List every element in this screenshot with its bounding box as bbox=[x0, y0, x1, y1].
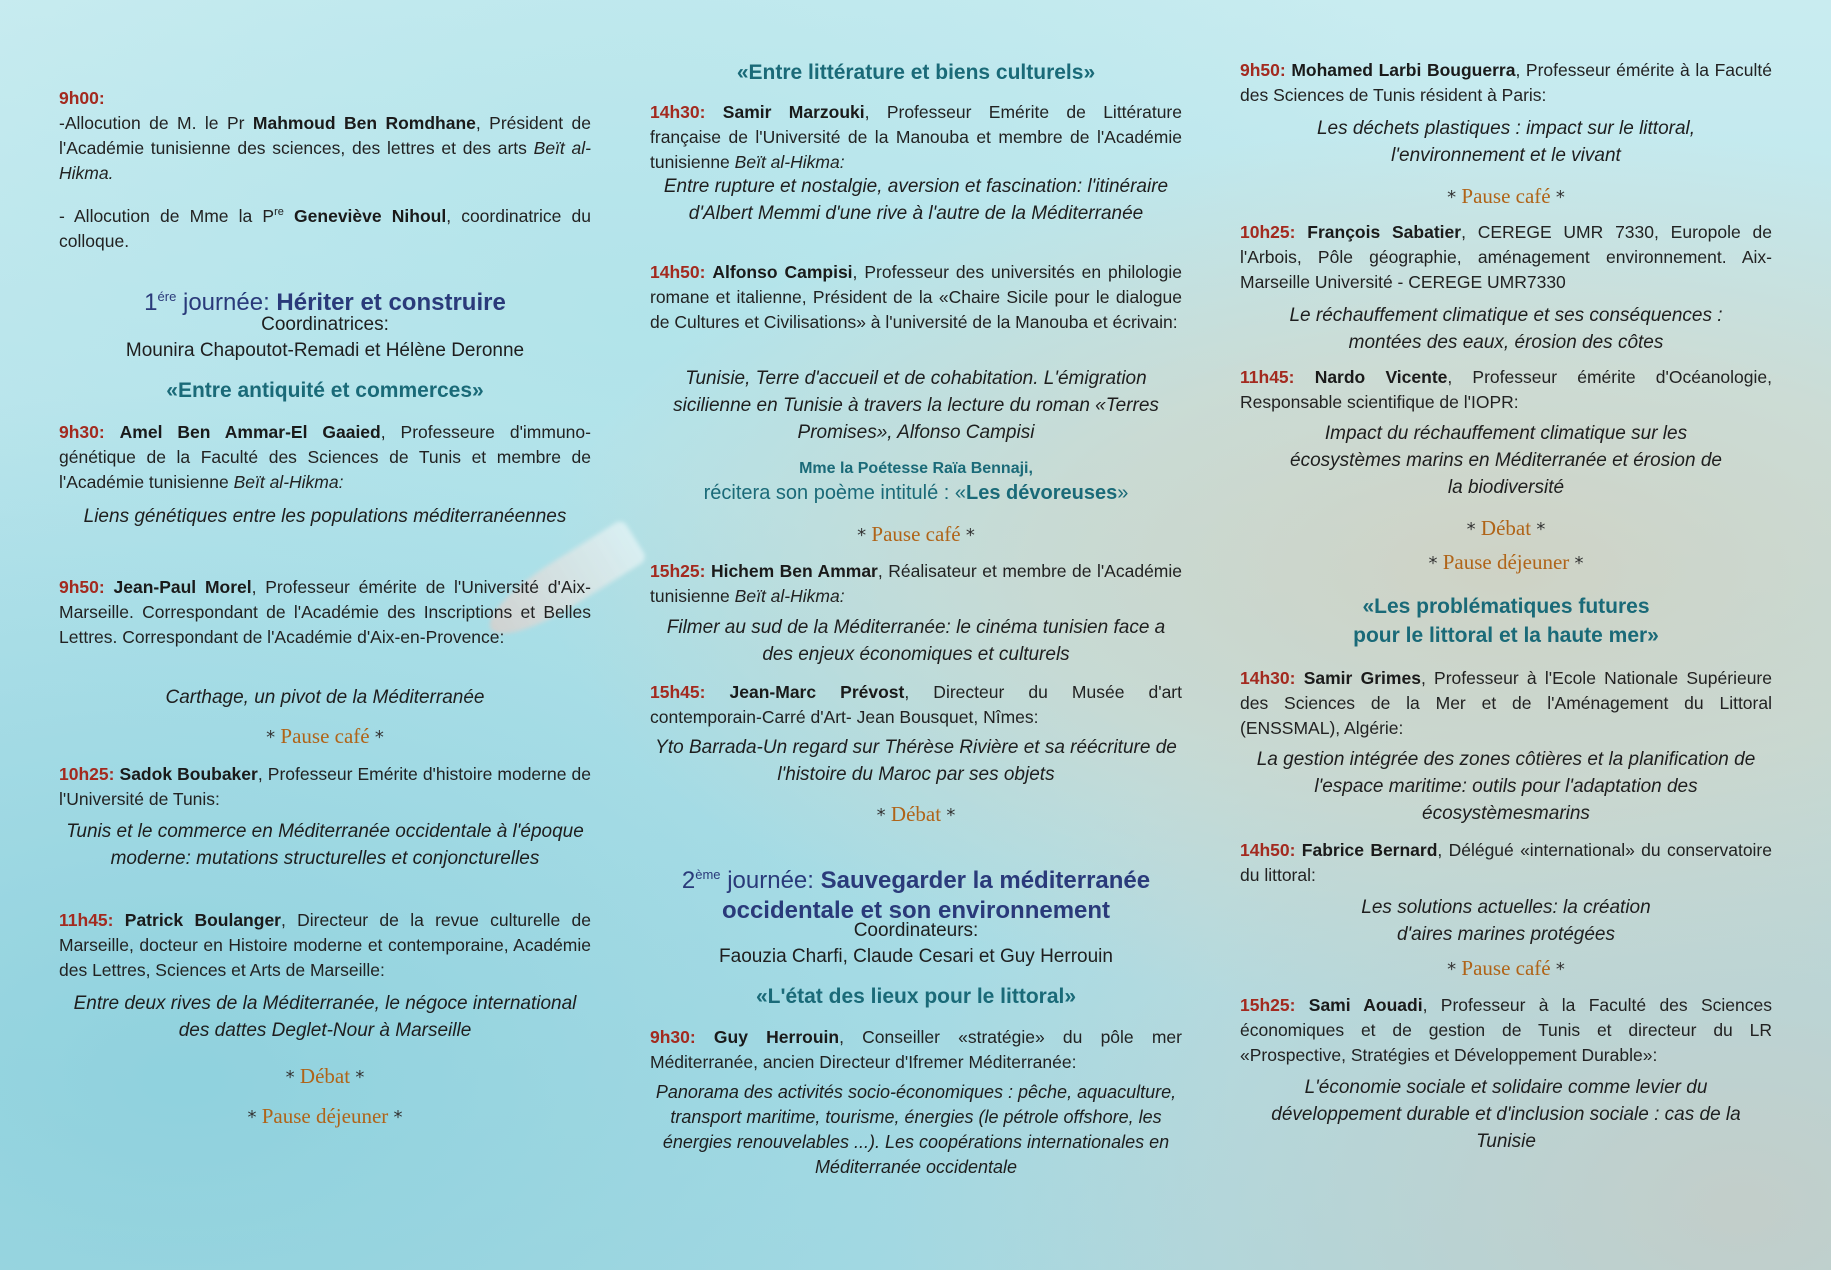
talk-speaker: Hichem Ben Ammar bbox=[710, 561, 878, 581]
day1-num: 1 bbox=[144, 289, 158, 316]
day2-title-line1: Sauvegarder la méditerranée bbox=[820, 867, 1151, 894]
section-problematiques: «Les problématiques futures pour le littoral et la haute mer» bbox=[1353, 595, 1659, 647]
talk-title: Panorama des activités socio-économiques : pêche, aquaculture, transport maritime, tourisme, énergies (le pétrole offshore, les énergies renouvelables ...). Les coopérations internationales en Méditerranée occidentale bbox=[655, 1082, 1177, 1177]
talk-time: 10h25: bbox=[59, 764, 115, 784]
talk-title: Entre deux rives de la Méditerranée, le négoce international des dattes Deglet-Nour à Marseille bbox=[73, 993, 577, 1041]
day1-sup: ére bbox=[157, 289, 177, 304]
opening-session-2 bbox=[59, 200, 591, 254]
talk-title: L'économie sociale et solidaire comme levier du développement durable et d'inclusion sociale : cas de la Tunisie bbox=[1271, 1077, 1741, 1152]
talk-13 bbox=[1240, 666, 1772, 741]
pause-dejeuner-1 bbox=[59, 1104, 591, 1129]
star-icon: * bbox=[266, 727, 276, 748]
talk-speaker: Alfonso Campisi bbox=[712, 262, 853, 282]
star-icon: * bbox=[1447, 959, 1457, 980]
talk-1 bbox=[59, 420, 591, 495]
talk-speaker: Sami Aouadi bbox=[1308, 995, 1423, 1015]
day1-coordinators bbox=[59, 312, 591, 364]
opening-session bbox=[59, 86, 591, 186]
talk-title: Impact du réchauffement climatique sur les écosystèmes marins en Méditerranée et érosion de la biodiversité bbox=[1290, 423, 1722, 498]
talk-title: Les déchets plastiques : impact sur le littoral, l'environnement et le vivant bbox=[1316, 118, 1696, 166]
talk-desc: , Conseiller «stratégie» du pôle mer Méditerranée, ancien Directeur d'Ifremer Méditerranée: bbox=[650, 1027, 1182, 1072]
day2-sup: ème bbox=[695, 867, 721, 882]
talk-title: Tunisie, Terre d'accueil et de cohabitation. L'émigration sicilienne en Tunisie à travers la lecture du roman «Terres Promises», Alfonso Campisi bbox=[673, 368, 1159, 443]
talk-12 bbox=[1240, 365, 1772, 415]
poet-line2 bbox=[650, 480, 1182, 506]
talk-speaker: Sadok Boubaker bbox=[119, 764, 258, 784]
opening-line1-prefix: -Allocution de M. le Pr bbox=[59, 113, 245, 133]
day1-section: «Entre antiquité et commerces» bbox=[166, 379, 484, 402]
talk-10 bbox=[1240, 58, 1772, 108]
talk-time: 11h45: bbox=[1240, 367, 1295, 387]
star-icon: * bbox=[965, 525, 975, 546]
talk-speaker: Jean-Marc Prévost bbox=[729, 682, 905, 702]
opening-line2-sup: re bbox=[274, 206, 284, 218]
pause-label: Pause café bbox=[1461, 956, 1551, 980]
talk-hikma: Beït al-Hikma: bbox=[734, 152, 845, 172]
talk-6 bbox=[650, 260, 1182, 335]
pause-cafe-3 bbox=[1240, 184, 1772, 209]
debat-2 bbox=[650, 802, 1182, 827]
talk-8 bbox=[650, 680, 1182, 730]
day1-coord-label: Coordinatrices: bbox=[261, 314, 389, 335]
opening-line1-rest: , Président de l'Académie tunisienne des sciences, des lettres et des arts bbox=[59, 113, 591, 158]
star-icon: * bbox=[355, 1067, 365, 1088]
talk-desc: , Directeur de la revue culturelle de Marseille, docteur en Histoire moderne et contemporaine, Académie des Lettres, Sciences et Arts de Marseille: bbox=[59, 910, 591, 980]
talk-14 bbox=[1240, 838, 1772, 888]
talk-3 bbox=[59, 762, 591, 812]
star-icon: * bbox=[946, 805, 956, 826]
talk-speaker: Patrick Boulanger bbox=[124, 910, 281, 930]
talk-speaker: Samir Grimes bbox=[1303, 668, 1421, 688]
talk-2 bbox=[59, 575, 591, 650]
talk-speaker: Fabrice Bernard bbox=[1301, 840, 1438, 860]
talk-title: Yto Barrada-Un regard sur Thérèse Rivière et sa réécriture de l'histoire du Maroc par ses objets bbox=[655, 737, 1177, 785]
talk-hikma: Beït al-Hikma: bbox=[233, 472, 344, 492]
poet-line2-text: récitera son poème intitulé : « bbox=[703, 482, 967, 504]
opening-speaker-1: Mahmoud Ben Romdhane bbox=[252, 113, 476, 133]
talk-desc: , Professeur à l'Ecole Nationale Supérieure des Sciences de la Mer et de l'Aménagement du Littoral (ENSSMAL), Algérie: bbox=[1240, 668, 1772, 738]
talk-title: Carthage, un pivot de la Méditerranée bbox=[165, 687, 485, 708]
section-litterature: «Entre littérature et biens culturels» bbox=[736, 61, 1096, 84]
opening-line2-rest: , coordinatrice du colloque. bbox=[59, 205, 591, 251]
talk-time: 15h25: bbox=[650, 561, 706, 581]
star-icon: * bbox=[1466, 519, 1476, 540]
talk-desc: , Professeur des universités en philologie romane et italienne, Président de la «Chaire Sicile pour le dialogue de Cultures et Civilisations» à l'université de la Manouba et écrivain: bbox=[650, 262, 1182, 332]
pause-label: Pause déjeuner bbox=[1442, 550, 1570, 574]
opening-line2-prefix: - Allocution de Mme la P bbox=[59, 205, 275, 226]
opening-time: 9h00: bbox=[59, 88, 105, 108]
star-icon: * bbox=[857, 525, 867, 546]
opening-line1-hikma: Beït al-Hikma. bbox=[59, 138, 591, 183]
talk-speaker: Samir Marzouki bbox=[722, 102, 865, 122]
talk-11 bbox=[1240, 220, 1772, 295]
talk-time: 14h30: bbox=[650, 102, 706, 122]
star-icon: * bbox=[374, 727, 384, 748]
talk-time: 14h50: bbox=[1240, 840, 1296, 860]
talk-desc: , Professeur Emérite d'histoire moderne de l'Université de Tunis: bbox=[59, 764, 591, 809]
talk-time: 9h30: bbox=[59, 422, 105, 442]
star-icon: * bbox=[876, 805, 886, 826]
star-icon: * bbox=[1447, 187, 1457, 208]
day1-coord-names: Mounira Chapoutot-Remadi et Hélène Deronne bbox=[125, 340, 525, 361]
star-icon: * bbox=[1536, 519, 1546, 540]
star-icon: * bbox=[1555, 959, 1565, 980]
pause-label: Pause café bbox=[280, 724, 370, 748]
poet-line1: Mme la Poétesse Raïa Bennaji, bbox=[799, 460, 1033, 477]
talk-title: Les solutions actuelles: la création d'aires marines protégées bbox=[1361, 897, 1651, 945]
talk-time: 14h30: bbox=[1240, 668, 1296, 688]
talk-speaker: Amel Ben Ammar-El Gaaied bbox=[119, 422, 381, 442]
star-icon: * bbox=[1428, 553, 1438, 574]
debat-label: Débat bbox=[890, 802, 942, 826]
talk-7 bbox=[650, 559, 1182, 609]
pause-label: Pause déjeuner bbox=[261, 1104, 389, 1128]
day1-title: Hériter et construire bbox=[276, 289, 506, 316]
talk-desc: , Professeure d'immuno-génétique de la Faculté des Sciences de Tunis et membre de l'Académie tunisienne bbox=[59, 422, 591, 492]
pause-label: Pause café bbox=[1461, 184, 1551, 208]
talk-title: Liens génétiques entre les populations méditerranéennes bbox=[83, 506, 567, 527]
star-icon: * bbox=[247, 1107, 257, 1128]
debat-label: Débat bbox=[1480, 516, 1532, 540]
talk-desc: , Réalisateur et membre de l'Académie tunisienne bbox=[650, 561, 1182, 606]
talk-speaker: Nardo Vicente bbox=[1314, 367, 1448, 387]
day2-heading bbox=[650, 860, 1182, 926]
talk-desc: , Professeur émérite de l'Université d'Aix-Marseille. Correspondant de l'Académie des Inscriptions et Belles Lettres. Correspondant de l'Académie d'Aix-en-Provence: bbox=[59, 577, 591, 647]
talk-desc: , Professeur émérite d'Océanologie, Responsable scientifique de l'IOPR: bbox=[1240, 367, 1772, 412]
day2-label: journée: bbox=[727, 867, 814, 894]
pause-dejeuner-2 bbox=[1240, 550, 1772, 575]
talk-desc: , CEREGE UMR 7330, Europole de l'Arbois, Pôle géographie, aménagement environnement. Aix-Marseille Université - CEREGE UMR7330 bbox=[1240, 222, 1772, 292]
pause-cafe-4 bbox=[1240, 956, 1772, 981]
pause-cafe-2 bbox=[650, 522, 1182, 547]
talk-time: 10h25: bbox=[1240, 222, 1296, 242]
talk-speaker: François Sabatier bbox=[1307, 222, 1462, 242]
talk-speaker: Guy Herrouin bbox=[713, 1027, 840, 1047]
day2-num: 2 bbox=[681, 867, 696, 894]
star-icon: * bbox=[1574, 553, 1584, 574]
talk-title: Le réchauffement climatique et ses conséquences : montées des eaux, érosion des côtes bbox=[1289, 305, 1723, 353]
debat-3 bbox=[1240, 516, 1772, 541]
talk-desc: , Directeur du Musée d'art contemporain-Carré d'Art- Jean Bousquet, Nîmes: bbox=[650, 682, 1182, 727]
talk-desc: , Professeur Emérite de Littérature française de l'Université de la Manouba et membre de l'Académie tunisienne bbox=[650, 102, 1182, 172]
talk-time: 9h30: bbox=[650, 1027, 696, 1047]
talk-desc: , Professeur à la Faculté des Sciences économiques et de gestion de Tunis et directeur du LR «Prospective, Stratégies et Développement Durable»: bbox=[1240, 995, 1772, 1065]
debat-label: Débat bbox=[299, 1064, 351, 1088]
day2-title-line2: occidentale et son environnement bbox=[721, 897, 1111, 924]
talk-time: 9h50: bbox=[59, 577, 105, 597]
talk-time: 14h50: bbox=[650, 262, 706, 282]
talk-desc: , Professeur émérite à la Faculté des Sciences de Tunis résident à Paris: bbox=[1240, 60, 1772, 105]
talk-desc: , Délégué «international» du conservatoire du littoral: bbox=[1240, 840, 1772, 885]
star-icon: * bbox=[285, 1067, 295, 1088]
poem-title: Les dévoreuses bbox=[966, 482, 1118, 504]
day2-coord-names: Faouzia Charfi, Claude Cesari et Guy Herrouin bbox=[719, 946, 1113, 967]
poet-line2-end: » bbox=[1117, 482, 1129, 504]
talk-title: Filmer au sud de la Méditerranée: le cinéma tunisien face a des enjeux économiques et culturels bbox=[666, 617, 1166, 665]
talk-time: 15h25: bbox=[1240, 995, 1296, 1015]
day1-label: journée: bbox=[183, 289, 270, 316]
section-etat-des-lieux: «L'état des lieux pour le littoral» bbox=[755, 985, 1077, 1008]
talk-speaker: Mohamed Larbi Bouguerra bbox=[1291, 60, 1516, 80]
talk-title: Entre rupture et nostalgie, aversion et fascination: l'itinéraire d'Albert Memmi d'une rive à l'autre de la Méditerranée bbox=[663, 176, 1169, 224]
poet-announcement bbox=[650, 458, 1182, 506]
pause-label: Pause café bbox=[871, 522, 961, 546]
opening-speaker-2: Geneviève Nihoul bbox=[294, 205, 447, 226]
star-icon: * bbox=[393, 1107, 403, 1128]
day2-coordinators bbox=[650, 918, 1182, 970]
talk-time: 15h45: bbox=[650, 682, 706, 702]
talk-time: 9h50: bbox=[1240, 60, 1286, 80]
day2-coord-label: Coordinateurs: bbox=[853, 920, 979, 941]
talk-title: La gestion intégrée des zones côtières et la planification de l'espace maritime: outils pour l'adaptation des écosystèmesmarins bbox=[1256, 749, 1756, 824]
pause-cafe-1 bbox=[59, 724, 591, 749]
talk-4 bbox=[59, 908, 591, 983]
debat-1 bbox=[59, 1064, 591, 1089]
talk-time: 11h45: bbox=[59, 910, 114, 930]
talk-9 bbox=[650, 1025, 1182, 1075]
talk-15 bbox=[1240, 993, 1772, 1068]
talk-speaker: Jean-Paul Morel bbox=[113, 577, 252, 597]
talk-title: Tunis et le commerce en Méditerranée occidentale à l'époque moderne: mutations structurelles et conjoncturelles bbox=[66, 821, 584, 869]
talk-hikma: Beït al-Hikma: bbox=[734, 586, 845, 606]
star-icon: * bbox=[1555, 187, 1565, 208]
talk-5 bbox=[650, 100, 1182, 175]
